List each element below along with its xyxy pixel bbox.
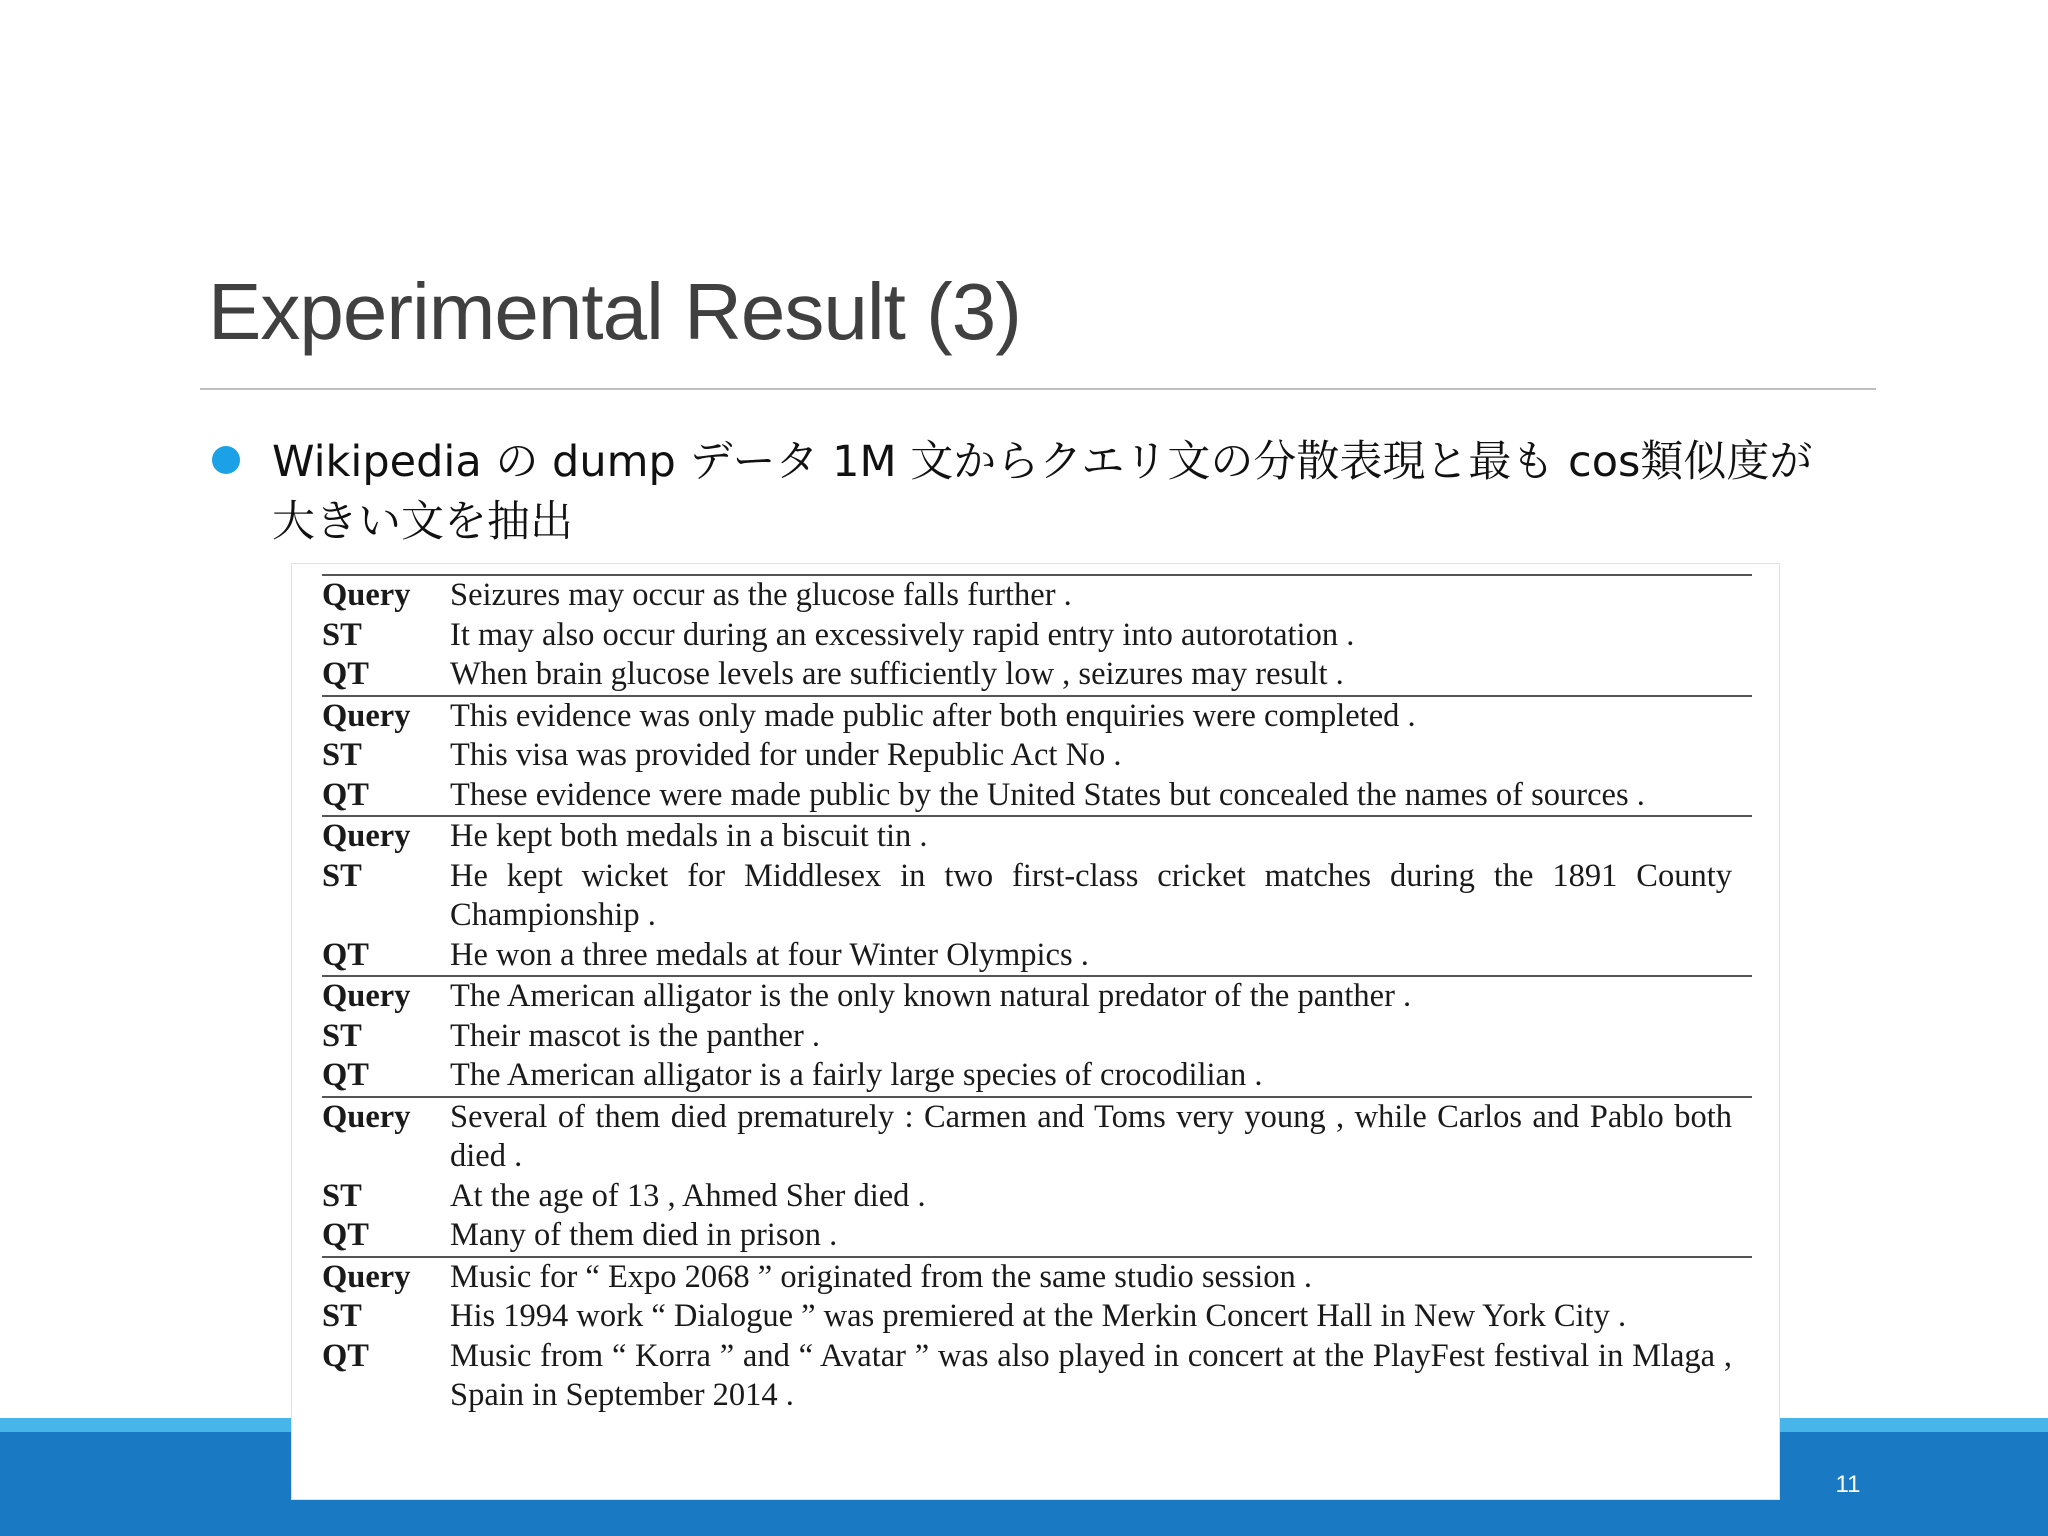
st-sentence: It may also occur during an excessively rapid entry into autorotation . bbox=[450, 616, 1355, 653]
examples-table-figure bbox=[291, 563, 1780, 1500]
example-group bbox=[322, 976, 1752, 1097]
query-row bbox=[322, 575, 1752, 616]
qt-sentence: Many of them died in prison . bbox=[450, 1217, 838, 1253]
st-label: ST bbox=[322, 1298, 362, 1334]
qt-label: QT bbox=[322, 656, 369, 692]
query-label: Query bbox=[322, 978, 411, 1014]
st-label: ST bbox=[322, 616, 362, 653]
query-sentence: Several of them died prematurely : Carmen and Toms very young , while Carlos and Pablo both died . bbox=[450, 1098, 1732, 1174]
qt-sentence: Music from “ Korra ” and “ Avatar ” was also played in concert at the PlayFest festival in Mlaga , Spain in September 2014 . bbox=[450, 1337, 1732, 1413]
st-row bbox=[322, 616, 1752, 656]
query-label: Query bbox=[322, 697, 411, 734]
example-group bbox=[322, 696, 1752, 817]
example-group bbox=[322, 1257, 1752, 1416]
st-row bbox=[322, 736, 1752, 776]
qt-label: QT bbox=[322, 1217, 369, 1253]
example-group bbox=[322, 816, 1752, 976]
query-sentence: Music for “ Expo 2068 ” originated from the same studio session . bbox=[450, 1258, 1312, 1295]
qt-row bbox=[322, 655, 1752, 696]
query-row bbox=[322, 1257, 1752, 1298]
query-row bbox=[322, 976, 1752, 1017]
title-divider bbox=[200, 388, 1876, 390]
qt-sentence: When brain glucose levels are sufficiently low , seizures may result . bbox=[450, 656, 1344, 692]
st-row bbox=[322, 857, 1752, 936]
examples-table bbox=[322, 574, 1752, 1416]
qt-sentence: He won a three medals at four Winter Olympics . bbox=[450, 936, 1089, 973]
st-label: ST bbox=[322, 1177, 362, 1214]
query-row bbox=[322, 696, 1752, 737]
qt-row bbox=[322, 1337, 1752, 1416]
qt-row bbox=[322, 936, 1752, 977]
st-label: ST bbox=[322, 737, 362, 773]
qt-sentence: These evidence were made public by the United States but concealed the names of sources . bbox=[450, 776, 1645, 813]
page-number: 11 bbox=[1835, 1471, 1861, 1498]
query-label: Query bbox=[322, 1258, 411, 1295]
query-row bbox=[322, 1097, 1752, 1177]
qt-row bbox=[322, 1216, 1752, 1257]
qt-label: QT bbox=[322, 776, 369, 813]
st-sentence: His 1994 work “ Dialogue ” was premiered at the Merkin Concert Hall in New York City . bbox=[450, 1298, 1627, 1334]
slide-title: Experimental Result (3) bbox=[208, 267, 1021, 356]
st-sentence: Their mascot is the panther . bbox=[450, 1017, 821, 1054]
query-label: Query bbox=[322, 1098, 411, 1135]
qt-row bbox=[322, 776, 1752, 817]
query-sentence: The American alligator is the only known natural predator of the panther . bbox=[450, 978, 1412, 1014]
qt-label: QT bbox=[322, 1057, 369, 1093]
qt-label: QT bbox=[322, 936, 369, 973]
query-sentence: Seizures may occur as the glucose falls further . bbox=[450, 577, 1072, 613]
query-label: Query bbox=[322, 577, 411, 613]
bullet-dot-icon bbox=[212, 446, 240, 474]
query-row bbox=[322, 816, 1752, 857]
st-row bbox=[322, 1177, 1752, 1217]
st-label: ST bbox=[322, 1017, 362, 1054]
st-label: ST bbox=[322, 857, 362, 894]
bullet-text: Wikipedia の dump データ 1M 文からクエリ文の分散表現と最も cos類似度が大きい文を抽出 bbox=[272, 437, 1813, 547]
st-sentence: This visa was provided for under Republic Act No . bbox=[450, 737, 1122, 773]
st-row bbox=[322, 1017, 1752, 1057]
example-group bbox=[322, 1097, 1752, 1257]
qt-sentence: The American alligator is a fairly large species of crocodilian . bbox=[450, 1057, 1263, 1093]
st-sentence: At the age of 13 , Ahmed Sher died . bbox=[450, 1177, 926, 1214]
qt-label: QT bbox=[322, 1337, 369, 1374]
st-sentence: He kept wicket for Middlesex in two first-class cricket matches during the 1891 County Championship . bbox=[450, 857, 1732, 933]
query-sentence: He kept both medals in a biscuit tin . bbox=[450, 818, 928, 854]
query-sentence: This evidence was only made public after both enquiries were completed . bbox=[450, 697, 1416, 734]
st-row bbox=[322, 1297, 1752, 1337]
query-label: Query bbox=[322, 818, 411, 854]
example-group bbox=[322, 575, 1752, 696]
qt-row bbox=[322, 1056, 1752, 1097]
